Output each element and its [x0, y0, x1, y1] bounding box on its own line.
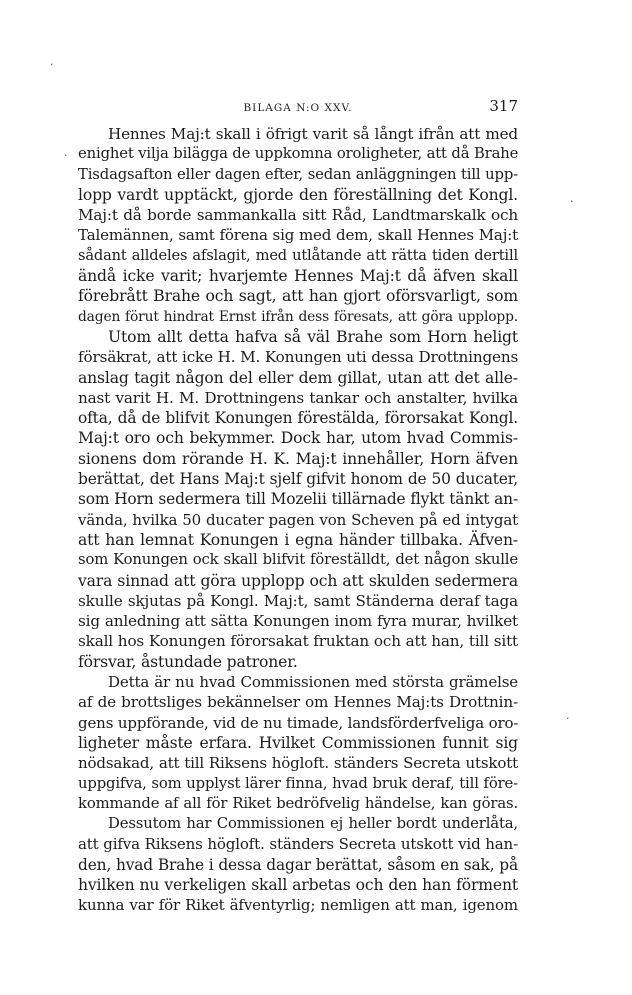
text-line: nödsakad, att till Riksens högloft. ständers Secreta utskott	[78, 754, 518, 773]
text-line: Dessutom har Commissionen ej heller bordt underlåta,	[108, 815, 518, 833]
text-line: förebrått Brahe och sagt, att han gjort oförsvarligt, som	[78, 287, 518, 306]
text-line: Hennes Maj:t skall i öfrigt varit så långt ifrån att med	[108, 125, 518, 143]
margin-dot: ·	[566, 712, 570, 725]
text-line: vända, hvilka 50 ducater pagen von Scheven på ed intygat	[78, 510, 518, 529]
text-line: Tisdagsafton eller dagen efter, sedan anläggningen till upp-	[78, 165, 518, 183]
text-line: som Horn sedermera till Mozelii tillärnade flykt tänkt an-	[78, 490, 518, 509]
text-line: försäkrat, att icke H. M. Konungen uti dessa Drottningens	[78, 348, 519, 367]
text-line: Maj:t oro och bekymmer. Dock har, utom hvad Commis-	[78, 429, 518, 448]
text-line: hvilken nu verkeligen skall arbetas och den han förment	[78, 875, 518, 894]
text-line: ofta, då de blifvit Konungen förestälda, förorsakat Kongl.	[78, 409, 518, 428]
text-line: Maj:t då borde sammankalla sitt Råd, Landtmarskalk och	[78, 206, 518, 225]
text-line: skall hos Konungen förorsakat fruktan och att han, till sitt	[78, 632, 518, 651]
margin-dot: .	[570, 192, 574, 205]
margin-dot: ·	[50, 58, 54, 71]
text-line: vara sinnad att göra upplopp och att skulden sedermera	[78, 571, 518, 590]
running-title: BILAGA N:O XXV.	[243, 102, 353, 114]
page-number: 317	[489, 97, 518, 115]
text-line: nast varit H. M. Drottningens tankar och anstalter, hvilka	[78, 388, 518, 407]
text-line: skulle skjutas på Kongl. Maj:t, samt Ständerna deraf taga	[78, 591, 518, 610]
text-line: uppgifva, som upplyst lärer finna, hvad bruk deraf, till före-	[78, 774, 518, 792]
page-header	[78, 96, 518, 120]
text-line: anslag tagit någon del eller dem gillat, utan att det alle-	[78, 368, 518, 387]
text-line: kunna var för Riket äfventyrlig; nemligen att man, igenom	[78, 896, 518, 915]
text-line: sionens dom rörande H. K. Maj:t innehåller, Horn äfven	[78, 449, 518, 468]
text-line: enighet vilja bilägga de uppkomna oroligheter, att då Brahe	[78, 145, 519, 163]
text-line: att han lemnat Konungen i egna händer tillbaka. Äfven-	[78, 530, 518, 549]
margin-dot: .	[64, 146, 68, 159]
text-line: kommande af all för Riket bedröfvelig händelse, kan göras.	[78, 794, 518, 812]
text-line: Utom allt detta hafva så väl Brahe som Horn heligt	[108, 327, 518, 346]
text-line: den, hvad Brahe i dessa dagar berättat, såsom en sak, på	[78, 855, 518, 874]
text-line: som Konungen ock skall blifvit föreställdt, det någon skulle	[78, 551, 518, 569]
text-line: Detta är nu hvad Commissionen med största grämelse	[108, 673, 518, 692]
text-line: ligheter måste erfara. Hvilket Commissionen funnit sig	[78, 733, 518, 752]
body-text	[78, 124, 518, 916]
text-line: dagen förut hindrat Ernst ifrån dess föresats, att göra upplopp.	[78, 308, 518, 325]
text-line: sig anledning att sätta Konungen inom fyra murar, hvilket	[78, 612, 518, 631]
text-line: af de brottsliges bekännelser om Hennes Maj:ts Drottnin-	[78, 693, 518, 712]
text-line: lopp vardt upptäckt, gjorde den föreställning det Kongl.	[78, 185, 518, 204]
text-line: att gifva Riksens högloft. ständers Secreta utskott vid han-	[78, 835, 518, 854]
text-line: berättat, det Hans Maj:t sjelf gifvit honom de 50 ducater,	[78, 470, 518, 489]
text-line: sådant alldeles afslagit, med utlåtande att rätta tiden dertill	[78, 246, 518, 264]
text-line: Talemännen, samt förena sig med dem, skall Hennes Maj:t	[78, 226, 518, 245]
text-line: ändå icke varit; hvarjemte Hennes Maj:t då äfven skall	[78, 267, 518, 286]
text-line: försvar, åstundade patroner.	[78, 652, 298, 671]
text-line: gens uppförande, vid de nu timade, landsförderfveliga oro-	[78, 713, 519, 732]
